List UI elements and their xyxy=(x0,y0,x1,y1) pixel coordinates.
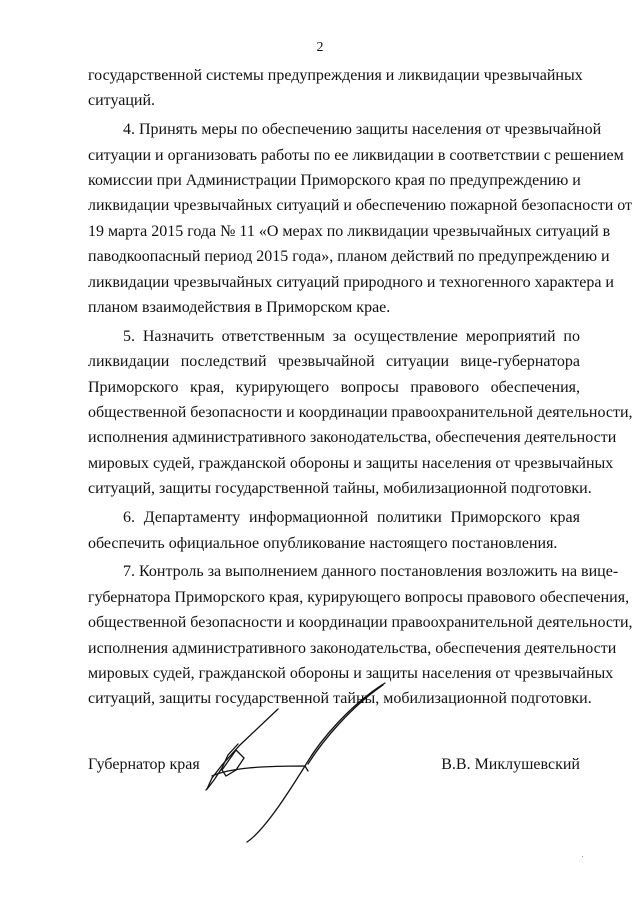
text-line: ситуаций. xyxy=(88,92,156,110)
text-line: паводкоопасный период 2015 года», планом действий по предупреждению и xyxy=(88,248,610,266)
paragraph xyxy=(88,63,583,114)
text-line: ликвидации чрезвычайных ситуаций и обеспечению пожарной безопасности от xyxy=(88,197,633,215)
text-line: ликвидации последствий чрезвычайной ситуации вице-губернатора xyxy=(88,353,580,371)
text-line: 19 марта 2015 года № 11 «О мерах по ликвидации чрезвычайных ситуаций в xyxy=(88,222,611,240)
text-line: 4. Принять меры по обеспечению защиты населения от чрезвычайной xyxy=(123,121,602,139)
text-line: обеспечить официальное опубликование настоящего постановления. xyxy=(88,534,558,552)
scan-speck xyxy=(582,856,583,857)
text-line: общественной безопасности и координации правоохранительной деятельности, xyxy=(88,404,633,422)
text-line: комиссии при Администрации Приморского края по предупреждению и xyxy=(88,172,581,190)
text-line: общественной безопасности и координации правоохранительной деятельности, xyxy=(88,614,633,632)
paragraph xyxy=(88,117,633,320)
paragraph xyxy=(88,324,633,502)
text-line: 6. Департаменту информационной политики Приморского края xyxy=(123,509,580,527)
text-line: исполнения административного законодательства, обеспечения деятельности xyxy=(88,429,617,447)
text-line: губернатора Приморского края, курирующего вопросы правового обеспечения, xyxy=(88,588,630,606)
text-line: ситуаций, защиты государственной тайны, мобилизационной подготовки. xyxy=(88,480,592,498)
text-line: планом взаимодействия в Приморском крае. xyxy=(88,299,391,317)
signer-position: Губернатор края xyxy=(88,756,200,773)
signer-name: В.В. Миклушевский xyxy=(441,756,580,773)
text-line: государственной системы предупреждения и ликвидации чрезвычайных xyxy=(88,67,583,84)
paragraph xyxy=(88,559,633,711)
text-line: ситуации и организовать работы по ее ликвидации в соответствии с решением xyxy=(88,146,624,164)
text-line: Приморского края, курирующего вопросы правового обеспечения, xyxy=(88,378,580,396)
paragraph xyxy=(88,505,580,556)
text-line: мировых судей, гражданской обороны и защиты населения от чрезвычайных xyxy=(88,664,614,682)
document-body xyxy=(88,63,633,715)
text-line: 7. Контроль за выполнением данного постановления возложить на вице- xyxy=(123,563,619,581)
text-line: ликвидации чрезвычайных ситуаций природного и техногенного характера и xyxy=(88,273,614,291)
text-line: исполнения административного законодательства, обеспечения деятельности xyxy=(88,639,617,657)
text-line: 5. Назначить ответственным за осуществление мероприятий по xyxy=(123,327,580,345)
text-line: мировых судей, гражданской обороны и защиты населения от чрезвычайных xyxy=(88,454,614,472)
page-number: 2 xyxy=(316,40,324,55)
text-line: ситуаций, защиты государственной тайны, мобилизационной подготовки. xyxy=(88,690,592,708)
